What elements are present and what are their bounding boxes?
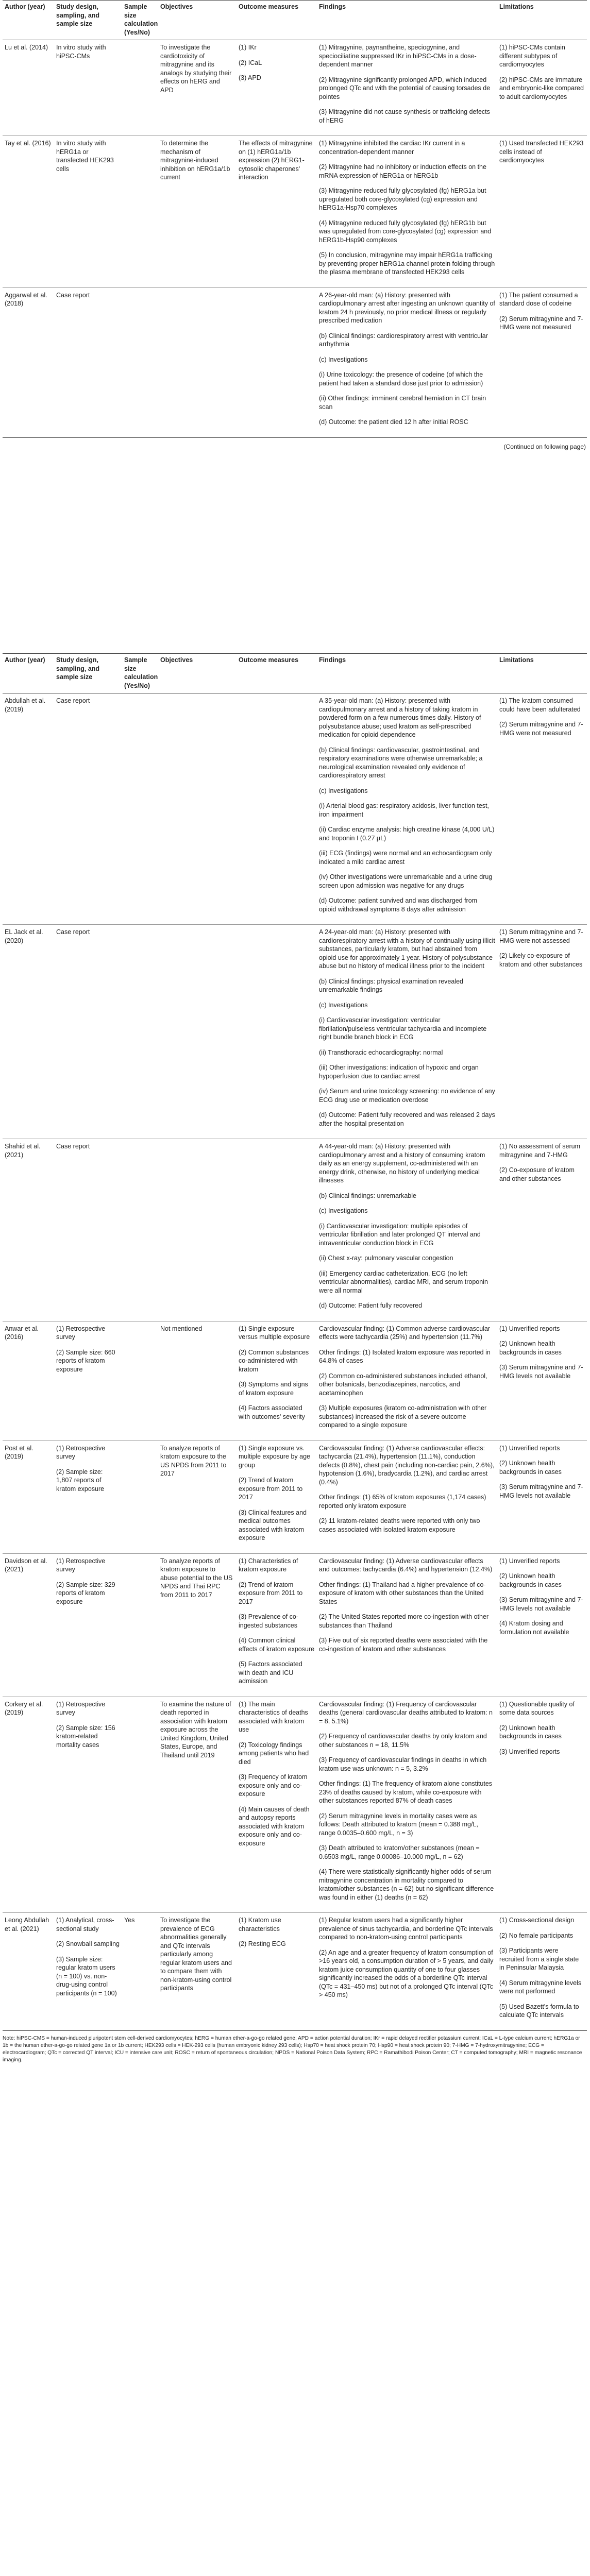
- table-header-row: [3, 1, 587, 40]
- table-row: [3, 1139, 587, 1321]
- limitations-item: (2) Serum mitragynine and 7-HMG were not measured: [499, 721, 583, 737]
- limitations-item: (1) Unverified reports: [499, 1444, 560, 1452]
- findings-item: (2) Serum mitragynine levels in mortality cases were as follows: Death attributed to kratom (mean = 0.388 mg/L, range 0.0035–0.600 mg/L, n = 3): [319, 1812, 478, 1837]
- cell-limitations: [497, 1913, 587, 2031]
- table-header-row: [3, 654, 587, 693]
- findings-item: (1) Mitragynine, paynantheine, speciogynine, and speciociliatine suppressed IKr in hiPSC-CMs in a dose-dependent manner: [319, 44, 477, 68]
- cell-findings: [317, 925, 497, 1139]
- cell-design: [54, 136, 122, 288]
- limitations-item: (3) Serum mitragynine and 7-HMG levels not available: [499, 1596, 583, 1612]
- design-item: In vitro study with hiPSC-CMs: [56, 44, 106, 60]
- design-item: (2) Sample size: 1,807 reports of kratom exposure: [56, 1468, 105, 1493]
- cell-author: EL Jack et al. (2020): [3, 925, 54, 1139]
- header-findings: Findings: [317, 654, 497, 693]
- table-row: [3, 136, 587, 288]
- findings-item: (d) Outcome: Patient fully recovered: [319, 1302, 423, 1309]
- design-item: Case report: [56, 291, 90, 299]
- table-page-2: [0, 653, 590, 2064]
- cell-findings: [317, 1139, 497, 1321]
- findings-item: (1) Regular kratom users had a significantly higher prevalence of sinus tachycardia, and borderline QTc intervals compared to non-kratom-using control participants: [319, 1917, 493, 1941]
- outcomes-item: (1) The main characteristics of deaths associated with kratom use: [239, 1700, 308, 1733]
- findings-item: (c) Investigations: [319, 1001, 368, 1009]
- cell-author: Post et al. (2019): [3, 1440, 54, 1553]
- cell-limitations: [497, 1697, 587, 1913]
- cell-design: [54, 40, 122, 136]
- cell-outcomes: [237, 1697, 317, 1913]
- findings-item: Cardiovascular finding: (1) Adverse cardiovascular effects: tachycardia (21.4%), hypertension (11.1%), conduction defects (0.8%), chest pain (including non-cardiac pain, 2.6%), hypotension (1.6%), bradycardia (1.2%), and cardiac arrest (0.4%): [319, 1444, 495, 1486]
- outcomes-item: (1) Single exposure vs. multiple exposure by age group: [239, 1444, 310, 1469]
- cell-author: Lu et al. (2014): [3, 40, 54, 136]
- cell-design: [54, 693, 122, 925]
- limitations-item: (2) No female participants: [499, 1931, 574, 1939]
- findings-item: (i) Cardiovascular investigation: ventricular fibrillation/pulseless ventricular tachycardia and incomplete right bundle branch block in ECG: [319, 1016, 487, 1041]
- outcomes-item: The effects of mitragynine on (1) hERG1a/1b expression (2) hERG1-cytosolic chaperones' interaction: [239, 140, 313, 181]
- table-row: [3, 287, 587, 437]
- studies-table-part-1: [3, 0, 587, 438]
- design-item: In vitro study with hERG1a or transfected HEK293 cells: [56, 140, 114, 173]
- cell-sample-calc: [122, 693, 158, 925]
- cell-findings: [317, 1553, 497, 1697]
- cell-objectives: [158, 693, 237, 925]
- cell-author: Davidson et al. (2021): [3, 1553, 54, 1697]
- findings-item: (5) In conclusion, mitragynine may impair hERG1a trafficking by preventing proper hERG1a channel protein folding through the plasma membrane of transfected HEK293 cells: [319, 251, 495, 276]
- limitations-item: (1) Unverified reports: [499, 1325, 560, 1332]
- cell-sample-calc: [122, 1697, 158, 1913]
- limitations-item: (1) Serum mitragynine and 7-HMG were not assessed: [499, 928, 583, 944]
- limitations-item: (2) Unknown health backgrounds in cases: [499, 1340, 562, 1356]
- design-item: (2) Sample size: 329 reports of kratom exposure: [56, 1581, 115, 1605]
- cell-limitations: [497, 693, 587, 925]
- cell-objectives: [158, 925, 237, 1139]
- limitations-item: (3) Serum mitragynine and 7-HMG levels not available: [499, 1364, 583, 1380]
- rows-part-2: [3, 693, 587, 2031]
- design-item: Case report: [56, 1143, 90, 1150]
- cell-limitations: [497, 925, 587, 1139]
- cell-outcomes: [237, 1139, 317, 1321]
- findings-item: (ii) Cardiac enzyme analysis: high creatine kinase (4,000 U/L) and troponin I (0.27 μL): [319, 826, 495, 842]
- rows-part-1: [3, 40, 587, 438]
- limitations-item: (1) No assessment of serum mitragynine and 7-HMG: [499, 1143, 580, 1159]
- cell-author: Shahid et al. (2021): [3, 1139, 54, 1321]
- objectives-item: To analyze reports of kratom exposure to the US NPDS from 2011 to 2017: [160, 1444, 227, 1477]
- table-footnote: Note: hiPSC-CMS = human-induced pluripotent stem cell-derived cardiomyocytes; hERG = human ether-a-go-go related gene; APD = action potential duration; IKr = rapid delayed rectifier potassium current; ICaL = L-type calcium current; hERG1a or 1b = the human ether-a-go-go related gene 1a or 1b current; HEK293 cells = HEK-293 cells (human embryonic kidney 293 cells); Hsp70 = heat shock protein 70; Hsp90 = heat shock protein 90; 7-HMG = 7-hydroxymitragynine; ECG = electrocardiogram; QTc = corrected QT interval; ICU = intensive care unit; ROSC = return of spontaneous circulation; NPDS = National Poison Data System; RPC = Ramathibodi Poison Center; CT = computed tomography; MRI = magnetic resonance imaging.: [3, 2035, 582, 2063]
- cell-outcomes: [237, 1913, 317, 2031]
- findings-item: Other findings: (1) Isolated kratom exposure was reported in 64.8% of cases: [319, 1348, 491, 1364]
- table-row: [3, 1913, 587, 2031]
- findings-item: (c) Investigations: [319, 787, 368, 794]
- limitations-item: (4) Serum mitragynine levels were not performed: [499, 1979, 582, 1995]
- limitations-item: (1) The patient consumed a standard dose of codeine: [499, 291, 578, 307]
- limitations-item: (3) Serum mitragynine and 7-HMG levels not available: [499, 1483, 583, 1499]
- outcomes-item: (2) Resting ECG: [239, 1940, 286, 1947]
- objectives-item: To examine the nature of death reported in association with kratom exposure across the United Kingdom, United States, Europe, and Thailand until 2019: [160, 1700, 231, 1759]
- design-item: (1) Retrospective survey: [56, 1325, 106, 1341]
- design-item: (2) Sample size: 660 reports of kratom exposure: [56, 1348, 115, 1373]
- findings-item: (4) Mitragynine reduced fully glycosylated (fg) hERG1b but was upregulated from core-glycosylated (cg) expression and hERG1b-Hsp90 complexes: [319, 219, 492, 244]
- outcomes-item: (1) Single exposure versus multiple exposure: [239, 1325, 310, 1341]
- header-sample-calc: Sample size calculation (Yes/No): [122, 1, 158, 40]
- limitations-item: (5) Used Bazett's formula to calculate QTc intervals: [499, 2003, 579, 2019]
- cell-design: [54, 1697, 122, 1913]
- findings-item: (4) There were statistically significantly higher odds of serum mitragynine concentration in mortality compared to kratom/other substances (n = 62) but no significant difference was found in either (1) deaths (n = 62): [319, 1868, 494, 1901]
- cell-objectives: [158, 1697, 237, 1913]
- cell-design: [54, 925, 122, 1139]
- limitations-item: (2) Unknown health backgrounds in cases: [499, 1724, 562, 1740]
- cell-objectives: [158, 1321, 237, 1440]
- limitations-item: (1) hiPSC-CMs contain different subtypes of cardiomyocytes: [499, 44, 565, 68]
- cell-limitations: [497, 40, 587, 136]
- cell-outcomes: [237, 1321, 317, 1440]
- cell-sample-calc: [122, 925, 158, 1139]
- table-row: [3, 925, 587, 1139]
- cell-findings: [317, 40, 497, 136]
- findings-item: Other findings: (1) The frequency of kratom alone constitutes 23% of deaths caused by kratom, while co-exposure with other substances reported 87% of death cases: [319, 1780, 493, 1804]
- findings-item: Other findings: (1) Thailand had a higher prevalence of co-exposure of kratom with other substances than the United States: [319, 1581, 486, 1605]
- outcomes-item: (3) Symptoms and signs of kratom exposure: [239, 1381, 308, 1397]
- cell-objectives: [158, 1440, 237, 1553]
- design-item: (2) Snowball sampling: [56, 1940, 120, 1947]
- findings-item: (iii) Other investigations: indication of hypoxic and organ hypoperfusion due to cardiac arrest: [319, 1064, 479, 1080]
- design-item: (1) Retrospective survey: [56, 1444, 106, 1460]
- table-row: [3, 1321, 587, 1440]
- outcomes-item: (1) Characteristics of kratom exposure: [239, 1557, 298, 1573]
- findings-item: (2) An age and a greater frequency of kratom consumption of >16 years old, a consumption duration of > 5 years, and daily kratom juice consumption quantity of one to four glasses significantly increased the odds of a borderline QTc interval (QTc = 431–450 ms) but not of a prolonged QTc interval (QTc > 450 ms): [319, 1948, 494, 1998]
- continued-label: (Continued on following page): [503, 443, 586, 450]
- outcomes-item: (3) APD: [239, 74, 261, 81]
- table-row: [3, 40, 587, 136]
- outcomes-item: (1) Kratom use characteristics: [239, 1917, 281, 1933]
- design-item: (3) Sample size: regular kratom users (n = 100) vs. non-drug-using control participants (n = 100): [56, 1955, 117, 1997]
- findings-item: (b) Clinical findings: cardiorespiratory arrest with ventricular arrhythmia: [319, 332, 488, 348]
- cell-outcomes: [237, 693, 317, 925]
- cell-sample-calc: [122, 136, 158, 288]
- limitations-item: (1) Used transfected HEK293 cells instead of cardiomyocytes: [499, 140, 584, 164]
- header-outcomes: Outcome measures: [237, 654, 317, 693]
- findings-item: (3) Death attributed to kratom/other substances (mean = 0.6503 mg/L, range 0.00086–10.000 mg/L, n = 62): [319, 1844, 480, 1860]
- limitations-item: (4) Kratom dosing and formulation not available: [499, 1620, 569, 1636]
- cell-limitations: [497, 136, 587, 288]
- findings-item: (b) Clinical findings: physical examination revealed unremarkable findings: [319, 977, 463, 993]
- limitations-item: (1) Questionable quality of some data sources: [499, 1700, 575, 1716]
- table-row: [3, 1697, 587, 1913]
- cell-sample-calc: [122, 287, 158, 437]
- cell-sample-calc: [122, 1440, 158, 1553]
- cell-design: [54, 1440, 122, 1553]
- findings-item: (1) Mitragynine inhibited the cardiac IKr current in a concentration-dependent manner: [319, 140, 465, 156]
- header-limitations: Limitations: [497, 1, 587, 40]
- header-outcomes: Outcome measures: [237, 1, 317, 40]
- findings-item: (i) Arterial blood gas: respiratory acidosis, liver function test, iron impairment: [319, 802, 489, 818]
- limitations-item: (3) Participants were recruited from a single state in Peninsular Malaysia: [499, 1947, 579, 1971]
- outcomes-item: (5) Factors associated with death and ICU admission: [239, 1660, 302, 1685]
- cell-sample-calc: [122, 1139, 158, 1321]
- cell-limitations: [497, 1139, 587, 1321]
- findings-item: (b) Clinical findings: unremarkable: [319, 1192, 416, 1199]
- outcomes-item: (2) ICaL: [239, 59, 262, 66]
- findings-item: (b) Clinical findings: cardiovascular, gastrointestinal, and respiratory examinations were otherwise unremarkable; a neurological examination revealed only evidence of cardiorespiratory arrest: [319, 746, 483, 779]
- cell-objectives: [158, 1139, 237, 1321]
- limitations-item: (3) Unverified reports: [499, 1748, 560, 1755]
- objectives-item: Not mentioned: [160, 1325, 203, 1332]
- objectives-item: To investigate the prevalence of ECG abnormalities generally and QTc intervals particularly among regular kratom users and to compare them with non-kratom-using control participants: [160, 1917, 232, 1992]
- studies-table-part-2: [3, 653, 587, 2031]
- design-item: (1) Analytical, cross-sectional study: [56, 1917, 114, 1933]
- cell-limitations: [497, 1440, 587, 1553]
- header-limitations: Limitations: [497, 654, 587, 693]
- design-item: Case report: [56, 928, 90, 936]
- cell-findings: [317, 1913, 497, 2031]
- findings-item: (2) The United States reported more co-ingestion with other substances than Thailand: [319, 1613, 489, 1629]
- outcomes-item: (4) Common clinical effects of kratom exposure: [239, 1637, 315, 1653]
- findings-item: (d) Outcome: Patient fully recovered and was released 2 days after the hospital presentation: [319, 1111, 495, 1127]
- cell-limitations: [497, 1321, 587, 1440]
- findings-item: (ii) Other findings: imminent cerebral herniation in CT brain scan: [319, 395, 486, 411]
- findings-item: (ii) Transthoracic echocardiography: normal: [319, 1048, 443, 1056]
- cell-outcomes: [237, 136, 317, 288]
- cell-findings: [317, 1321, 497, 1440]
- cell-objectives: [158, 1553, 237, 1697]
- outcomes-item: (3) Clinical features and medical outcomes associated with kratom exposure: [239, 1509, 307, 1541]
- cell-design: [54, 1553, 122, 1697]
- findings-item: (iv) Serum and urine toxicology screening: no evidence of any ECG drug use or medication overdose: [319, 1088, 495, 1104]
- findings-item: (2) Common co-administered substances included ethanol, other botanicals, benzodiazepines, narcotics, and acetaminophen: [319, 1372, 487, 1397]
- limitations-item: (1) The kratom consumed could have been adulterated: [499, 697, 581, 713]
- findings-item: Other findings: (1) 65% of kratom exposures (1,174 cases) reported only kratom exposure: [319, 1494, 486, 1510]
- findings-item: (i) Urine toxicology: the presence of codeine (of which the patient had taken a standard dose just prior to admission): [319, 371, 483, 387]
- findings-item: Cardiovascular finding: (1) Frequency of cardiovascular deaths (general cardiovascular deaths attributed to kratom: n = 8, 5.1%): [319, 1700, 493, 1725]
- header-objectives: Objectives: [158, 654, 237, 693]
- outcomes-item: (2) Common substances co-administered with kratom: [239, 1348, 309, 1373]
- outcomes-item: (3) Prevalence of co-ingested substances: [239, 1613, 299, 1629]
- cell-objectives: [158, 136, 237, 288]
- table-row: [3, 1553, 587, 1697]
- cell-findings: [317, 1697, 497, 1913]
- outcomes-item: (3) Frequency of kratom exposure only and co-exposure: [239, 1773, 308, 1798]
- header-design: Study design, sampling, and sample size: [54, 654, 122, 693]
- cell-author: Tay et al. (2016): [3, 136, 54, 288]
- table-row: [3, 693, 587, 925]
- limitations-item: (2) Likely co-exposure of kratom and other substances: [499, 952, 583, 968]
- header-author: Author (year): [3, 654, 54, 693]
- findings-item: (2) Mitragynine had no inhibitory or induction effects on the mRNA expression of hERG1a or hERG1b: [319, 163, 486, 179]
- limitations-item: (2) Unknown health backgrounds in cases: [499, 1572, 562, 1588]
- findings-item: (iv) Other investigations were unremarkable and a urine drug screen upon admission was negative for any drugs: [319, 873, 493, 889]
- cell-sample-calc: [122, 1553, 158, 1697]
- cell-limitations: [497, 1553, 587, 1697]
- cell-findings: [317, 136, 497, 288]
- cell-limitations: [497, 287, 587, 437]
- cell-author: Abdullah et al. (2019): [3, 693, 54, 925]
- limitations-item: (2) Serum mitragynine and 7-HMG were not measured: [499, 315, 583, 331]
- findings-item: A 35-year-old man: (a) History: presented with cardiopulmonary arrest and a history of taking kratom in powdered form on a few numerous times daily. History of polysubstance abuse; used kratom as self-prescribed medication for opioid dependence: [319, 697, 481, 738]
- findings-item: Cardiovascular finding: (1) Common adverse cardiovascular effects were tachycardia (25%) and hypertension (11.7%): [319, 1325, 491, 1341]
- findings-item: (c) Investigations: [319, 355, 368, 363]
- header-design: Study design, sampling, and sample size: [54, 1, 122, 40]
- cell-design: [54, 287, 122, 437]
- cell-design: [54, 1139, 122, 1321]
- cell-objectives: [158, 40, 237, 136]
- findings-item: (c) Investigations: [319, 1207, 368, 1214]
- cell-sample-calc: Yes: [122, 1913, 158, 2031]
- outcomes-item: (2) Trend of kratom exposure from 2011 to 2017: [239, 1477, 303, 1501]
- design-item: Case report: [56, 697, 90, 704]
- cell-author: Anwar et al. (2016): [3, 1321, 54, 1440]
- design-item: (2) Sample size: 156 kratom-related mortality cases: [56, 1724, 115, 1749]
- header-sample-calc: Sample size calculation (Yes/No): [122, 654, 158, 693]
- cell-findings: [317, 1440, 497, 1553]
- cell-author: Aggarwal et al. (2018): [3, 287, 54, 437]
- cell-sample-calc: [122, 40, 158, 136]
- findings-item: (3) Multiple exposures (kratom co-administration with other substances) increased the risk of a severe outcome compared to a single exposure: [319, 1404, 487, 1429]
- findings-item: A 24-year-old man: (a) History: presented with cardiorespiratory arrest with a history of continually using illicit substances, particularly kratom, but had abstained from opioid use for approximately 1 year. History of polysubstance abuse but no history of medical illness prior to the incident: [319, 928, 495, 970]
- findings-item: (3) Mitragynine reduced fully glycosylated (fg) hERG1a but upregulated both core-glycosylated (cg) expression and hERG1a-Hsp70 complexes: [319, 187, 486, 211]
- cell-design: [54, 1913, 122, 2031]
- cell-findings: [317, 693, 497, 925]
- findings-item: (iii) Emergency cardiac catheterization, ECG (no left ventricular abnormalities), cardiac MRI, and serum troponin were all normal: [319, 1269, 488, 1294]
- design-item: (1) Retrospective survey: [56, 1700, 106, 1716]
- findings-item: (3) Mitragynine did not cause synthesis or trafficking defects of hERG: [319, 108, 490, 124]
- design-item: (1) Retrospective survey: [56, 1557, 106, 1573]
- objectives-item: To analyze reports of kratom exposure to abuse potential to the US NPDS and Thai RPC from 2011 to 2017: [160, 1557, 233, 1599]
- limitations-item: (1) Cross-sectional design: [499, 1917, 575, 1924]
- cell-outcomes: [237, 1440, 317, 1553]
- cell-outcomes: [237, 287, 317, 437]
- objectives-item: To investigate the cardiotoxicity of mitragynine and its analogs by studying their effects on hERG and APD: [160, 44, 232, 94]
- findings-item: (d) Outcome: the patient died 12 h after initial ROSC: [319, 418, 468, 426]
- findings-item: (3) Five out of six reported deaths were associated with the co-ingestion of kratom and other substances: [319, 1637, 488, 1653]
- cell-findings: [317, 287, 497, 437]
- findings-item: (3) Frequency of cardiovascular findings in deaths in which kratom use was unknown: n = 5, 3.2%: [319, 1756, 487, 1772]
- findings-item: (2) 11 kratom-related deaths were reported with only two cases associated with isolated kratom exposure: [319, 1517, 480, 1533]
- limitations-item: (1) Unverified reports: [499, 1557, 560, 1565]
- cell-sample-calc: [122, 1321, 158, 1440]
- header-findings: Findings: [317, 1, 497, 40]
- header-objectives: Objectives: [158, 1, 237, 40]
- cell-author: Corkery et al. (2019): [3, 1697, 54, 1913]
- outcomes-item: (1) IKr: [239, 44, 257, 51]
- objectives-item: To determine the mechanism of mitragynine-induced inhibition on hERG1a/1b current: [160, 140, 230, 181]
- findings-item: (2) Frequency of cardiovascular deaths by only kratom and other substances n = 18, 11.5%: [319, 1733, 487, 1749]
- findings-item: A 44-year-old man: (a) History: presented with cardiopulmonary arrest and a history of consuming kratom daily as an energy supplement, co-administered with an energy drink, otherwise, no history of underlying medical illnesses: [319, 1143, 485, 1184]
- cell-design: [54, 1321, 122, 1440]
- cell-outcomes: [237, 40, 317, 136]
- findings-item: (i) Cardiovascular investigation: multiple episodes of ventricular fibrillation and later prolonged QT interval and intraventricular conduction block in ECG: [319, 1222, 481, 1247]
- cell-outcomes: [237, 1553, 317, 1697]
- findings-item: (2) Mitragynine significantly prolonged APD, which induced prolonged QTc and with the potential of causing torsades de pointes: [319, 76, 491, 100]
- cell-author: Leong Abdullah et al. (2021): [3, 1913, 54, 2031]
- table-page-1: [0, 0, 590, 451]
- cell-objectives: [158, 1913, 237, 2031]
- header-author: Author (year): [3, 1, 54, 40]
- cell-outcomes: [237, 925, 317, 1139]
- table-row: [3, 1440, 587, 1553]
- limitations-item: (2) hiPSC-CMs are immature and embryonic-like compared to adult cardiomyocytes: [499, 76, 584, 100]
- findings-item: (iii) ECG (findings) were normal and an echocardiogram only indicated a mild cardiac arrest: [319, 850, 492, 866]
- findings-item: A 26-year-old man: (a) History: presented with cardiopulmonary arrest after ingesting an unknown quantity of kratom 24 h previously, no prior medical illness or regularly prescribed medication: [319, 291, 495, 324]
- outcomes-item: (4) Factors associated with outcomes' severity: [239, 1404, 305, 1420]
- outcomes-item: (4) Main causes of death and autopsy reports associated with kratom exposure only and co-exposure: [239, 1805, 310, 1847]
- outcomes-item: (2) Toxicology findings among patients who had died: [239, 1741, 309, 1766]
- findings-item: (ii) Chest x-ray: pulmonary vascular congestion: [319, 1255, 453, 1262]
- findings-item: (d) Outcome: patient survived and was discharged from opioid withdrawal symptoms 8 days after admission: [319, 897, 478, 913]
- cell-objectives: [158, 287, 237, 437]
- findings-item: Cardiovascular finding: (1) Adverse cardiovascular effects and outcomes: tachycardia (6.4%) and hypertension (12.4%): [319, 1557, 493, 1573]
- limitations-item: (2) Unknown health backgrounds in cases: [499, 1460, 562, 1476]
- outcomes-item: (2) Trend of kratom exposure from 2011 to 2017: [239, 1581, 303, 1605]
- limitations-item: (2) Co-exposure of kratom and other substances: [499, 1166, 575, 1182]
